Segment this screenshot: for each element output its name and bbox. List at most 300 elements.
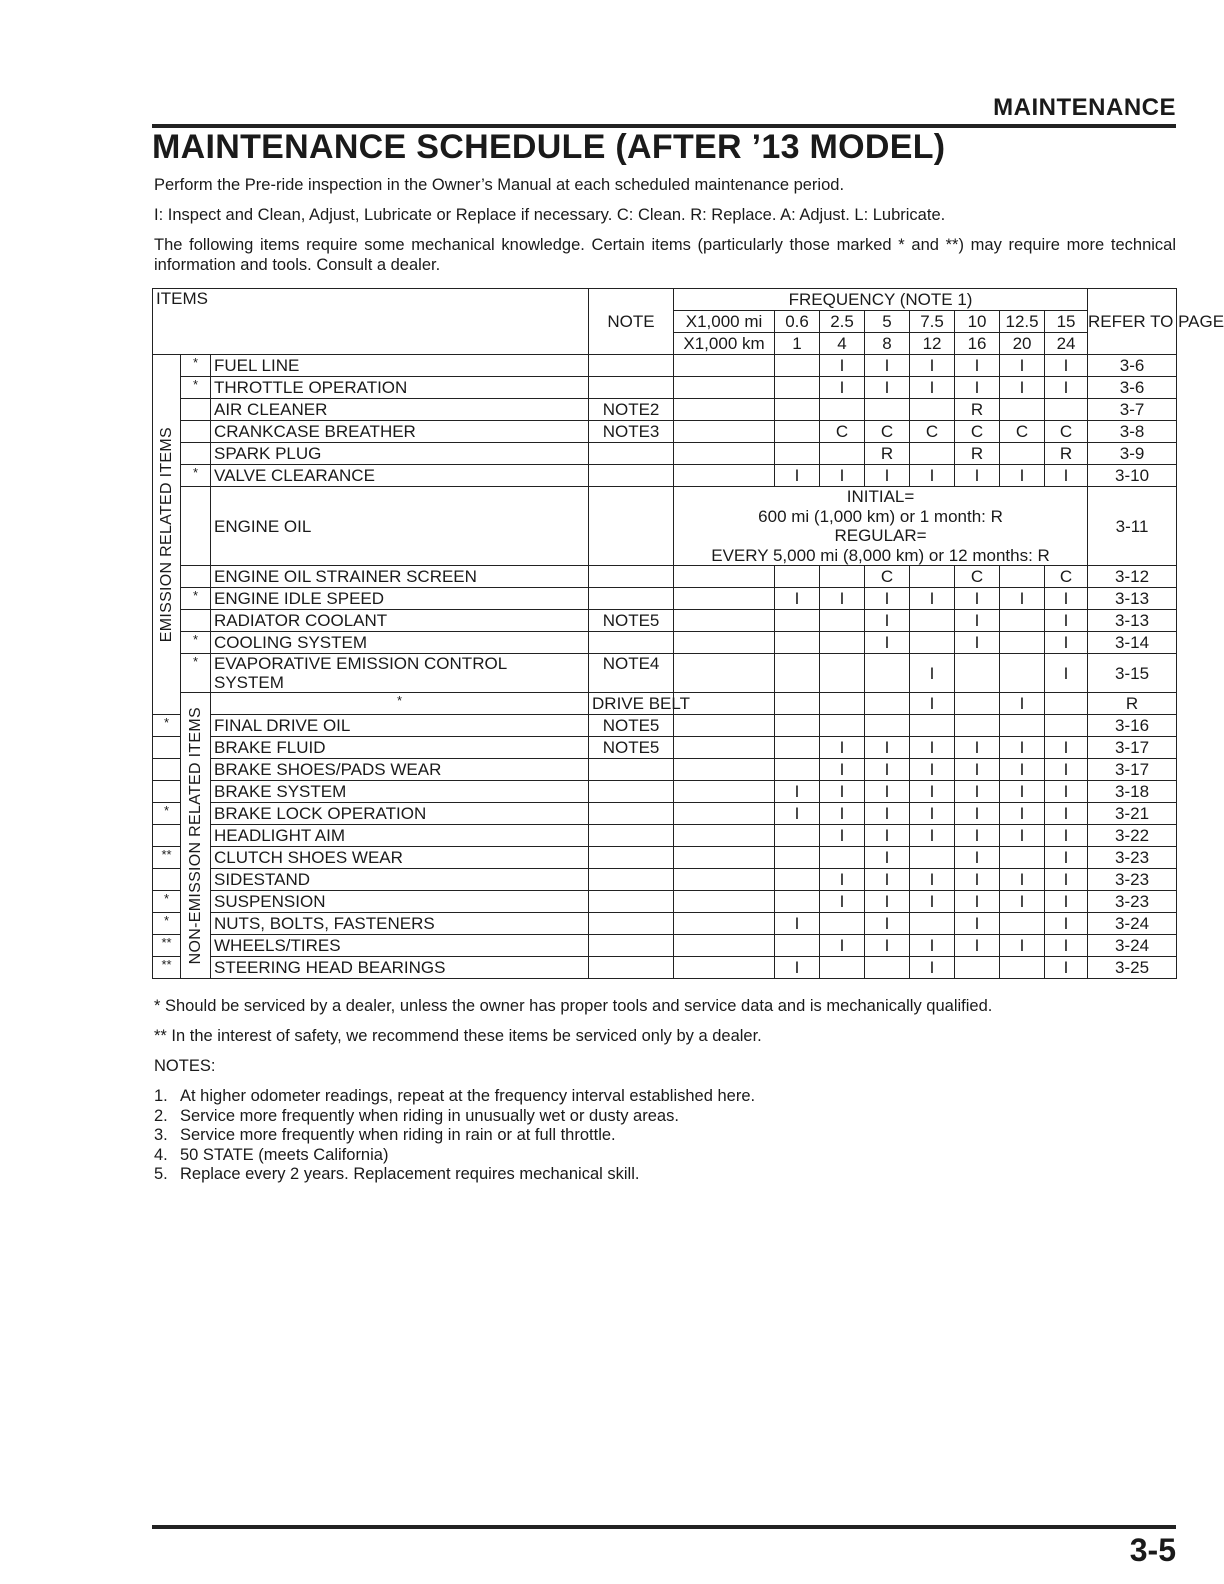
- refer-page: 3-25: [1088, 957, 1177, 979]
- item-note: [589, 935, 674, 957]
- item-note: [589, 588, 674, 610]
- frequency-cell: C: [1045, 566, 1088, 588]
- unit-spacer: [674, 355, 775, 377]
- note-number: 3.: [154, 1126, 168, 1144]
- table-row: [153, 847, 1177, 869]
- note-item: [154, 1126, 1174, 1146]
- unit-spacer: [674, 421, 775, 443]
- table-row: [153, 399, 1177, 421]
- note-number: 2.: [154, 1106, 168, 1125]
- item-name: BRAKE FLUID: [211, 737, 589, 759]
- item-note: [589, 377, 674, 399]
- item-note: [589, 355, 674, 377]
- table-row: [153, 566, 1177, 588]
- refer-page: 3-13: [1088, 588, 1177, 610]
- service-mark: [181, 443, 211, 465]
- table-row: [153, 465, 1177, 487]
- frequency-cell: I: [1045, 737, 1088, 759]
- item-note: [589, 443, 674, 465]
- frequency-cell: R: [1045, 443, 1088, 465]
- frequency-cell: I: [955, 610, 1000, 632]
- unit-spacer: [674, 377, 775, 399]
- frequency-cell: [775, 610, 820, 632]
- item-note: [589, 847, 674, 869]
- frequency-cell: I: [1000, 355, 1045, 377]
- frequency-cell: R: [955, 443, 1000, 465]
- item-note: [589, 869, 674, 891]
- frequency-cell: I: [1000, 693, 1045, 715]
- table-row: [153, 935, 1177, 957]
- group-label-emission: [153, 355, 181, 715]
- frequency-cell: R: [1088, 693, 1177, 715]
- table-row: [153, 803, 1177, 825]
- item-note: NOTE2: [589, 399, 674, 421]
- frequency-cell: [775, 759, 820, 781]
- note-item: [154, 1165, 1174, 1185]
- mi-col: 12.5: [1000, 311, 1045, 333]
- km-col: 8: [865, 333, 910, 355]
- item-note: NOTE3: [589, 421, 674, 443]
- frequency-cell: [775, 566, 820, 588]
- table-row: [153, 869, 1177, 891]
- frequency-cell: [865, 715, 910, 737]
- frequency-cell: I: [820, 465, 865, 487]
- frequency-cell: [910, 443, 955, 465]
- frequency-cell: C: [820, 421, 865, 443]
- note-text: Service more frequently when riding in unusually wet or dusty areas.: [180, 1106, 679, 1125]
- frequency-cell: [1000, 654, 1045, 693]
- frequency-cell: I: [865, 891, 910, 913]
- frequency-cell: I: [775, 781, 820, 803]
- frequency-cell: I: [865, 588, 910, 610]
- unit-spacer: [674, 588, 775, 610]
- frequency-cell: I: [955, 465, 1000, 487]
- frequency-cell: I: [910, 891, 955, 913]
- engine-oil-line2: 600 mi (1,000 km) or 1 month: R: [758, 506, 1003, 526]
- frequency-cell: [865, 654, 910, 693]
- mi-col: 7.5: [910, 311, 955, 333]
- engine-oil-line3: REGULAR=: [834, 526, 927, 545]
- item-note: [589, 566, 674, 588]
- item-name: THROTTLE OPERATION: [211, 377, 589, 399]
- item-name: FINAL DRIVE OIL: [211, 715, 589, 737]
- service-mark: [181, 421, 211, 443]
- frequency-cell: I: [1045, 847, 1088, 869]
- service-mark: *: [211, 693, 589, 715]
- table-row: [153, 632, 1177, 654]
- frequency-cell: I: [1045, 913, 1088, 935]
- km-col: 1: [775, 333, 820, 355]
- service-mark: *: [181, 355, 211, 377]
- refer-page: 3-11: [1088, 487, 1177, 566]
- frequency-cell: I: [955, 759, 1000, 781]
- group-label-text: NON-EMISSION RELATED ITEMS: [187, 706, 204, 965]
- item-note: [589, 632, 674, 654]
- frequency-cell: [775, 869, 820, 891]
- frequency-cell: C: [955, 566, 1000, 588]
- frequency-cell: [910, 847, 955, 869]
- refer-page: 3-21: [1088, 803, 1177, 825]
- item-name: VALVE CLEARANCE: [211, 465, 589, 487]
- frequency-cell: [775, 847, 820, 869]
- table-row: [153, 957, 1177, 979]
- refer-page: 3-23: [1088, 891, 1177, 913]
- frequency-cell: [1045, 693, 1088, 715]
- table-row: [153, 737, 1177, 759]
- frequency-cell: [910, 566, 955, 588]
- frequency-cell: [820, 913, 865, 935]
- frequency-cell: I: [910, 803, 955, 825]
- frequency-cell: I: [955, 781, 1000, 803]
- frequency-cell: I: [1045, 891, 1088, 913]
- km-col: 16: [955, 333, 1000, 355]
- frequency-cell: I: [865, 759, 910, 781]
- frequency-cell: I: [1045, 803, 1088, 825]
- frequency-cell: [820, 399, 865, 421]
- frequency-cell: I: [775, 913, 820, 935]
- frequency-cell: I: [955, 803, 1000, 825]
- frequency-cell: I: [955, 869, 1000, 891]
- note-text: Replace every 2 years. Replacement requires mechanical skill.: [180, 1165, 640, 1183]
- frequency-cell: I: [910, 957, 955, 979]
- item-name: BRAKE SHOES/PADS WEAR: [211, 759, 589, 781]
- frequency-cell: C: [1045, 421, 1088, 443]
- refer-page: 3-22: [1088, 825, 1177, 847]
- frequency-cell: C: [1000, 421, 1045, 443]
- refer-page: 3-17: [1088, 759, 1177, 781]
- notes-list: [154, 1087, 1174, 1185]
- frequency-cell: I: [1045, 781, 1088, 803]
- mi-col: 0.6: [775, 311, 820, 333]
- frequency-cell: [910, 715, 955, 737]
- item-name: ENGINE OIL: [211, 487, 589, 566]
- frequency-cell: [820, 566, 865, 588]
- table-row: [153, 891, 1177, 913]
- frequency-cell: I: [865, 913, 910, 935]
- frequency-cell: [820, 957, 865, 979]
- item-name: SUSPENSION: [211, 891, 589, 913]
- frequency-cell: I: [820, 588, 865, 610]
- frequency-cell: I: [910, 588, 955, 610]
- item-note: [589, 487, 674, 566]
- frequency-cell: [955, 693, 1000, 715]
- item-name: WHEELS/TIRES: [211, 935, 589, 957]
- km-col: 20: [1000, 333, 1045, 355]
- km-col: 12: [910, 333, 955, 355]
- frequency-cell: [865, 399, 910, 421]
- engine-oil-line1: INITIAL=: [846, 487, 915, 506]
- service-mark: [153, 781, 181, 803]
- unit-spacer: [674, 869, 775, 891]
- refer-page: 3-18: [1088, 781, 1177, 803]
- frequency-cell: I: [955, 847, 1000, 869]
- frequency-cell: I: [1045, 825, 1088, 847]
- unit-spacer: [674, 913, 775, 935]
- table-row: [153, 759, 1177, 781]
- service-mark: [153, 759, 181, 781]
- frequency-cell: I: [820, 935, 865, 957]
- unit-spacer: [775, 693, 820, 715]
- unit-spacer: [674, 803, 775, 825]
- frequency-cell: C: [865, 566, 910, 588]
- frequency-cell: I: [1045, 377, 1088, 399]
- frequency-cell: I: [1045, 588, 1088, 610]
- note-number: 4.: [154, 1145, 168, 1164]
- frequency-cell: I: [910, 869, 955, 891]
- frequency-cell: I: [910, 355, 955, 377]
- frequency-cell: I: [910, 737, 955, 759]
- refer-page: 3-13: [1088, 610, 1177, 632]
- table-row: [153, 588, 1177, 610]
- table-row: [153, 421, 1177, 443]
- frequency-cell: [775, 377, 820, 399]
- frequency-cell: [1000, 715, 1045, 737]
- frequency-cell: [955, 715, 1000, 737]
- frequency-cell: I: [955, 377, 1000, 399]
- frequency-cell: [1000, 957, 1045, 979]
- frequency-cell: I: [820, 825, 865, 847]
- frequency-cell: [775, 399, 820, 421]
- unit-spacer: [674, 566, 775, 588]
- frequency-cell: I: [865, 610, 910, 632]
- frequency-cell: I: [865, 377, 910, 399]
- unit-spacer: [674, 610, 775, 632]
- items-header: ITEMS: [153, 289, 589, 355]
- table-row-evap: [153, 654, 1177, 693]
- frequency-cell: [775, 632, 820, 654]
- refer-page: 3-24: [1088, 913, 1177, 935]
- item-note: [589, 465, 674, 487]
- frequency-cell: [910, 610, 955, 632]
- frequency-cell: [820, 847, 865, 869]
- frequency-cell: [820, 715, 865, 737]
- note-item: [154, 1087, 1174, 1107]
- section-label: MAINTENANCE: [993, 94, 1176, 121]
- frequency-cell: I: [1045, 935, 1088, 957]
- unit-spacer: [674, 737, 775, 759]
- note-number: 5.: [154, 1165, 168, 1183]
- table-row: [153, 377, 1177, 399]
- frequency-cell: [775, 421, 820, 443]
- frequency-cell: [1000, 610, 1045, 632]
- item-name: SIDESTAND: [211, 869, 589, 891]
- frequency-cell: I: [865, 632, 910, 654]
- service-mark: *: [181, 377, 211, 399]
- frequency-cell: [775, 355, 820, 377]
- frequency-cell: I: [1045, 869, 1088, 891]
- service-mark: **: [153, 935, 181, 957]
- frequency-cell: [910, 913, 955, 935]
- refer-page: 3-17: [1088, 737, 1177, 759]
- frequency-cell: I: [1000, 737, 1045, 759]
- service-mark: [181, 487, 211, 566]
- km-col: 24: [1045, 333, 1088, 355]
- frequency-cell: I: [820, 377, 865, 399]
- frequency-cell: I: [865, 847, 910, 869]
- frequency-cell: I: [1000, 891, 1045, 913]
- frequency-cell: I: [1045, 759, 1088, 781]
- item-name: RADIATOR COOLANT: [211, 610, 589, 632]
- item-name: CLUTCH SHOES WEAR: [211, 847, 589, 869]
- unit-spacer: [674, 715, 775, 737]
- frequency-cell: [910, 399, 955, 421]
- frequency-cell: [1000, 566, 1045, 588]
- page-number: 3-5: [1129, 1532, 1176, 1568]
- unit-spacer: [674, 399, 775, 421]
- frequency-cell: I: [1045, 654, 1088, 693]
- frequency-cell: [955, 654, 1000, 693]
- frequency-cell: [1000, 913, 1045, 935]
- intro-knowledge: The following items require some mechanical knowledge. Certain items (particularly those marked * and **) may require more technical information and tools. Consult a dealer.: [154, 236, 1176, 274]
- refer-page: 3-10: [1088, 465, 1177, 487]
- notes-heading: NOTES:: [154, 1057, 216, 1075]
- group-label-non_emission: [181, 693, 211, 979]
- table-row: [153, 610, 1177, 632]
- frequency-cell: I: [1000, 803, 1045, 825]
- service-mark: [153, 737, 181, 759]
- frequency-cell: I: [775, 803, 820, 825]
- unit-spacer: [674, 825, 775, 847]
- frequency-cell: I: [910, 465, 955, 487]
- unit-spacer: [674, 654, 775, 693]
- unit-spacer: [674, 935, 775, 957]
- frequency-cell: I: [955, 825, 1000, 847]
- service-mark: *: [153, 803, 181, 825]
- frequency-cell: I: [1045, 355, 1088, 377]
- item-name: CRANKCASE BREATHER: [211, 421, 589, 443]
- frequency-cell: I: [910, 654, 955, 693]
- km-col: 4: [820, 333, 865, 355]
- table-row: [153, 913, 1177, 935]
- frequency-cell: I: [865, 825, 910, 847]
- frequency-cell: [775, 737, 820, 759]
- frequency-cell: [775, 825, 820, 847]
- service-mark: *: [181, 632, 211, 654]
- note-item: [154, 1107, 1174, 1127]
- frequency-cell: C: [865, 421, 910, 443]
- frequency-cell: R: [955, 399, 1000, 421]
- header-row-1: [153, 289, 1177, 311]
- frequency-cell: I: [1045, 610, 1088, 632]
- note-item: [154, 1146, 1174, 1166]
- unit-spacer: [674, 781, 775, 803]
- engine-oil-interval: [674, 487, 1088, 566]
- frequency-cell: I: [820, 781, 865, 803]
- frequency-cell: I: [910, 759, 955, 781]
- frequency-cell: I: [910, 693, 955, 715]
- evap-name1: EVAPORATIVE EMISSION CONTROL: [214, 654, 508, 673]
- frequency-cell: I: [1000, 935, 1045, 957]
- engine-oil-line4: EVERY 5,000 mi (8,000 km) or 12 months: R: [711, 545, 1050, 565]
- mi-col: 10: [955, 311, 1000, 333]
- intro-legend: I: Inspect and Clean, Adjust, Lubricate or Replace if necessary. C: Clean. R: Replace. A: Adjust. L: Lubricate.: [154, 206, 946, 224]
- refer-page: 3-15: [1088, 654, 1177, 693]
- refer-page: 3-6: [1088, 377, 1177, 399]
- refer-page: 3-9: [1088, 443, 1177, 465]
- frequency-cell: I: [820, 737, 865, 759]
- frequency-cell: I: [1045, 465, 1088, 487]
- frequency-cell: I: [1000, 588, 1045, 610]
- service-mark: [181, 399, 211, 421]
- footnote-double-star: ** In the interest of safety, we recommend these items be serviced only by a dealer.: [154, 1027, 762, 1045]
- frequency-cell: [775, 715, 820, 737]
- refer-page: 3-14: [1088, 632, 1177, 654]
- frequency-cell: I: [820, 355, 865, 377]
- frequency-cell: [955, 957, 1000, 979]
- item-name: [211, 654, 589, 693]
- frequency-cell: [865, 957, 910, 979]
- frequency-cell: [820, 443, 865, 465]
- item-note: NOTE4: [589, 654, 674, 693]
- frequency-cell: [1000, 443, 1045, 465]
- frequency-cell: I: [820, 891, 865, 913]
- table-row: [153, 443, 1177, 465]
- frequency-cell: [775, 443, 820, 465]
- item-name: BRAKE SYSTEM: [211, 781, 589, 803]
- frequency-cell: [1000, 632, 1045, 654]
- service-mark: *: [153, 715, 181, 737]
- frequency-cell: [820, 632, 865, 654]
- item-note: NOTE5: [589, 715, 674, 737]
- frequency-cell: [865, 693, 910, 715]
- frequency-cell: I: [820, 759, 865, 781]
- group-label-text: EMISSION RELATED ITEMS: [158, 426, 175, 643]
- note-text: Service more frequently when riding in rain or at full throttle.: [180, 1126, 616, 1144]
- item-note: [589, 781, 674, 803]
- refer-header: REFER TO PAGE: [1088, 289, 1177, 355]
- refer-page: 3-12: [1088, 566, 1177, 588]
- frequency-cell: I: [955, 632, 1000, 654]
- frequency-cell: I: [910, 935, 955, 957]
- bottom-rule: [152, 1525, 1176, 1529]
- frequency-cell: I: [955, 935, 1000, 957]
- unit-spacer: [674, 847, 775, 869]
- service-mark: [181, 610, 211, 632]
- frequency-cell: I: [1000, 825, 1045, 847]
- mi-col: 2.5: [820, 311, 865, 333]
- frequency-cell: [1045, 399, 1088, 421]
- item-name: DRIVE BELT: [589, 693, 674, 715]
- maintenance-schedule-table: [152, 288, 1224, 979]
- item-note: NOTE5: [589, 610, 674, 632]
- frequency-cell: I: [1045, 632, 1088, 654]
- refer-page: 3-16: [1088, 715, 1177, 737]
- frequency-cell: I: [865, 803, 910, 825]
- frequency-cell: [1045, 715, 1088, 737]
- frequency-cell: [775, 891, 820, 913]
- frequency-cell: I: [910, 825, 955, 847]
- unit-spacer: [674, 759, 775, 781]
- unit-spacer: [674, 891, 775, 913]
- item-name: COOLING SYSTEM: [211, 632, 589, 654]
- service-mark: *: [181, 465, 211, 487]
- item-note: [589, 759, 674, 781]
- frequency-cell: I: [820, 869, 865, 891]
- table-row-engine-oil: [153, 487, 1177, 566]
- service-mark: *: [153, 913, 181, 935]
- frequency-cell: I: [865, 737, 910, 759]
- frequency-cell: I: [1000, 465, 1045, 487]
- refer-page: 3-7: [1088, 399, 1177, 421]
- service-mark: **: [153, 957, 181, 979]
- refer-page: 3-24: [1088, 935, 1177, 957]
- frequency-cell: [820, 610, 865, 632]
- frequency-cell: I: [910, 377, 955, 399]
- table-row: [153, 355, 1177, 377]
- intro-preride: Perform the Pre-ride inspection in the Owner’s Manual at each scheduled maintenance period.: [154, 176, 845, 194]
- mi-col: 5: [865, 311, 910, 333]
- frequency-cell: I: [1000, 377, 1045, 399]
